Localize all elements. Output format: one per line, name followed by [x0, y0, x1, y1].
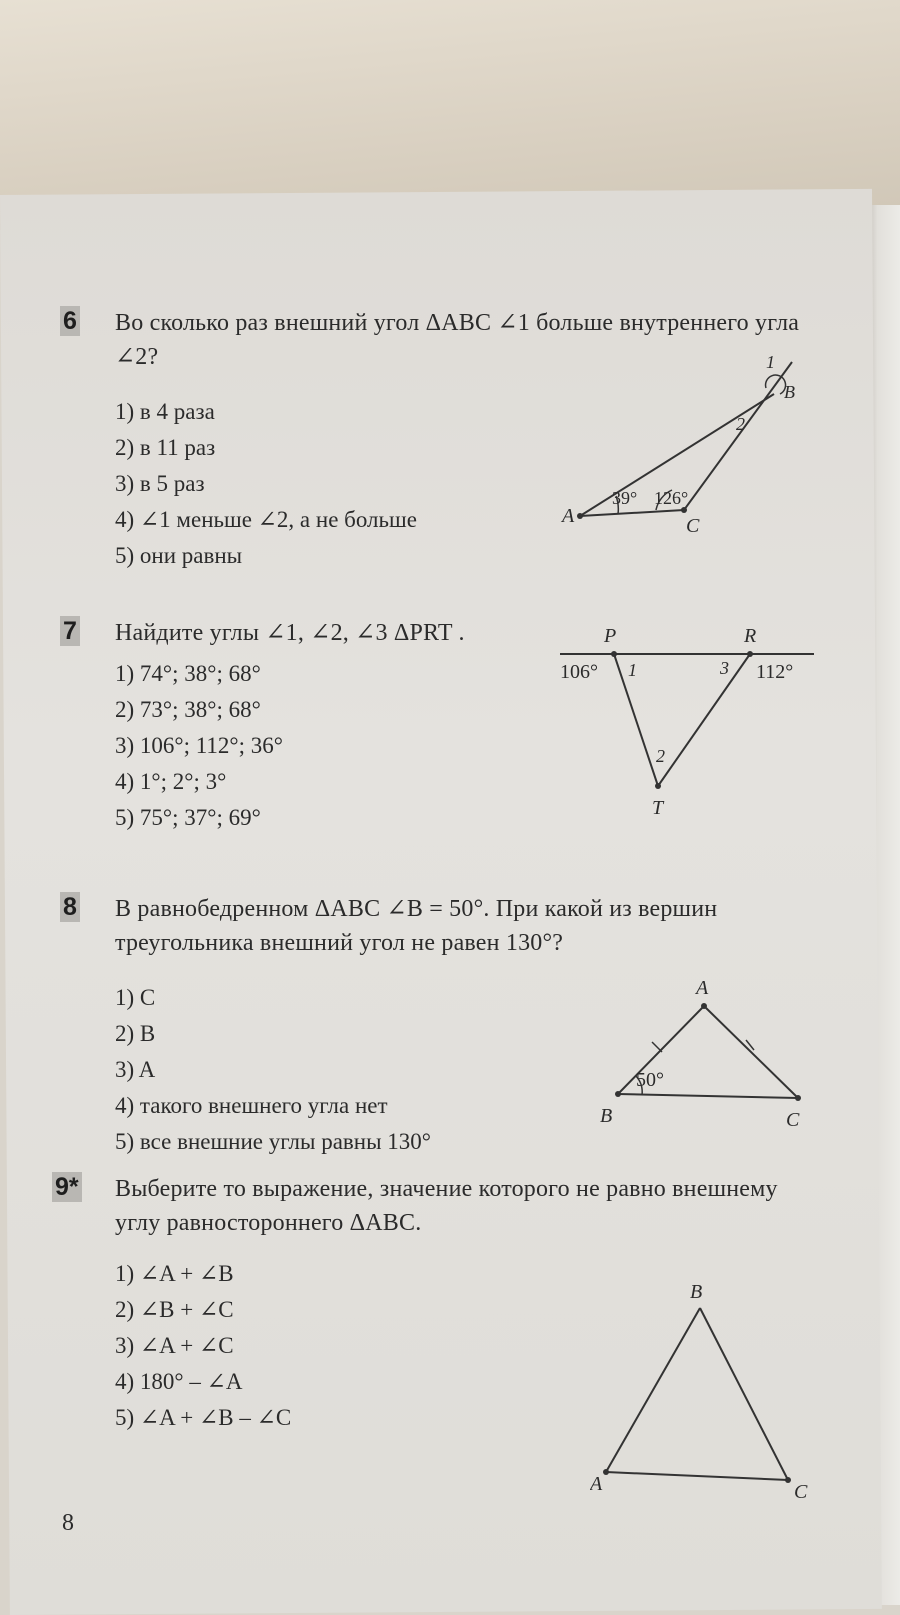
answer-option[interactable]: 4) 180° – ∠A	[115, 1369, 243, 1394]
triangle-abc-figure-6	[560, 350, 820, 540]
answer-option[interactable]: 3) в 5 раз	[115, 471, 205, 496]
answer-option[interactable]: 3) ∠A + ∠C	[115, 1333, 234, 1358]
task-question: Найдите углы ∠1, ∠2, ∠3 ΔPRT .	[115, 620, 465, 646]
angle-label-126: 126°	[654, 488, 689, 508]
vertex-label-b: B	[600, 1105, 613, 1127]
answer-option[interactable]: 4) 1°; 2°; 3°	[115, 769, 227, 794]
task-number: 6	[60, 306, 80, 336]
angle-label-106: 106°	[560, 661, 598, 683]
vertex-label-r: R	[744, 625, 757, 647]
angle-label-1: 1	[766, 352, 775, 372]
answer-options	[115, 1256, 291, 1436]
angle-label-112: 112°	[756, 661, 794, 683]
answer-options	[115, 394, 417, 574]
vertex-label-a: A	[590, 1473, 603, 1495]
vertex-label-b: B	[690, 1281, 703, 1303]
answer-options	[115, 656, 283, 836]
angle-label-3: 3	[720, 658, 729, 678]
task-question: В равнобедренном ΔABC ∠B = 50°. При какой из вершин треугольника внешний угол не равен 130°?	[115, 896, 718, 956]
answer-option[interactable]: 4) такого внешнего угла нет	[115, 1093, 388, 1118]
angle-label-2: 2	[656, 746, 665, 766]
equilateral-triangle-figure-9	[590, 1280, 830, 1510]
angle-label-50: 50°	[636, 1069, 664, 1091]
answer-option[interactable]: 5) они равны	[115, 543, 243, 568]
answer-option[interactable]: 2) в 11 раз	[115, 435, 216, 460]
answer-option[interactable]: 2) ∠B + ∠C	[115, 1297, 234, 1322]
answer-option[interactable]: 4) ∠1 меньше ∠2, а не больше	[115, 507, 417, 532]
vertex-label-b: B	[784, 382, 795, 402]
task-question: Во сколько раз внешний угол ΔABC ∠1 больше внутреннего угла ∠2?	[115, 310, 800, 370]
answer-option[interactable]: 5) 75°; 37°; 69°	[115, 805, 261, 830]
vertex-label-c: C	[794, 1481, 808, 1503]
task-number: 7	[60, 616, 80, 646]
angle-label-2: 2	[736, 414, 745, 434]
answer-option[interactable]: 2) B	[115, 1021, 156, 1046]
answer-option[interactable]: 1) ∠A + ∠B	[115, 1261, 234, 1286]
vertex-label-p: P	[604, 625, 617, 647]
vertex-label-c: C	[686, 515, 700, 537]
answer-option[interactable]: 2) 73°; 38°; 68°	[115, 697, 261, 722]
angle-label-39: 39°	[612, 488, 638, 508]
vertex-label-a: A	[562, 505, 575, 527]
triangle-abc-figure-8	[590, 974, 830, 1154]
task-question: Выберите то выражение, значение которого не равно внешнему углу равностороннего ΔABC.	[115, 1176, 778, 1236]
vertex-label-a: A	[696, 977, 709, 999]
answer-option[interactable]: 1) C	[115, 985, 156, 1010]
answer-option[interactable]: 1) 74°; 38°; 68°	[115, 661, 261, 686]
answer-options	[115, 980, 431, 1160]
answer-option[interactable]: 3) A	[115, 1057, 156, 1082]
angle-label-1: 1	[628, 660, 637, 680]
answer-option[interactable]: 5) все внешние углы равны 130°	[115, 1129, 431, 1154]
vertex-label-t: T	[652, 797, 664, 818]
task-number: 9*	[52, 1172, 82, 1202]
task-number: 8	[60, 892, 80, 922]
vertex-label-c: C	[786, 1109, 800, 1131]
triangle-prt-figure-7	[560, 618, 820, 818]
answer-option[interactable]: 1) в 4 раза	[115, 399, 215, 424]
answer-option[interactable]: 5) ∠A + ∠B – ∠C	[115, 1405, 292, 1430]
answer-option[interactable]: 3) 106°; 112°; 36°	[115, 733, 283, 758]
page-number: 8	[62, 1510, 74, 1536]
